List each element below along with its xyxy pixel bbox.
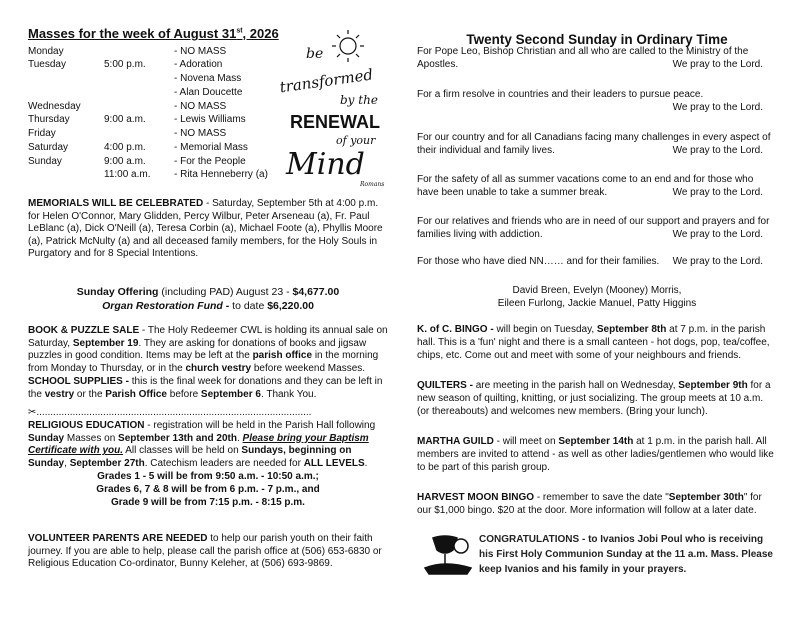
petition-1: For Pope Leo, Bishop Christian and all who are called to the Ministry of the Apostles. We pray to the Lord.	[417, 46, 763, 71]
mass-day: Sunday	[28, 156, 62, 167]
mass-intention: - Lewis Williams	[174, 114, 246, 125]
book-sale-paragraph: BOOK & PUZZLE SALE - The Holy Redeemer CWL is holding its annual sale on Saturday, September 19. They are asking for donations of books and jigsaw puzzles in good condition. Items may be left at the parish office in the morning from Monday to Thursday, or in the church vestry before weekend Masses.	[28, 325, 388, 374]
art-line-mind: Mind	[286, 147, 365, 182]
petition-6: For those who have died NN…… and for their families. We pray to the Lord.	[417, 256, 763, 268]
mass-row	[28, 100, 288, 113]
mass-row	[28, 45, 288, 58]
mass-row	[28, 141, 288, 154]
mass-row	[28, 155, 288, 168]
petition-3: For our country and for all Canadians facing many challenges in every aspect of their individual and family lives. We pray to the Lord.	[417, 132, 771, 157]
mass-day: Monday	[28, 46, 64, 57]
mass-intention: - NO MASS	[174, 128, 227, 139]
martha-guild-paragraph: MARTHA GUILD - will meet on September 14th at 1 p.m. in the parish hall. All members are invited to attend - as well as other ladies/gentlemen who would like to be part of this parish group.	[417, 436, 774, 473]
grade-line-2: Grades 6, 7 & 8 will be from 6 p.m. - 7 p.m., and	[96, 483, 320, 495]
mass-day: Thursday	[28, 114, 70, 125]
offering-block: Sunday Offering (including PAD) August 23 - $4,677.00 Organ Restoration Fund - to date $6,220.00	[76, 286, 340, 312]
grade-line-1: Grades 1 - 5 will be from 9:50 a.m. - 10:50 a.m.;	[97, 471, 319, 483]
mass-intention: - NO MASS	[174, 101, 227, 112]
mass-time: 9:00 a.m.	[104, 156, 146, 167]
congratulations-notice: CONGRATULATIONS - to Ivanios Jobi Poul who is receiving his First Holy Communion Sunday at the 11 a.m. Mass. Please keep Ivanios and his family in your prayers.	[479, 534, 773, 575]
chalice-host-icon	[423, 532, 473, 576]
mass-day: Wednesday	[28, 101, 81, 112]
art-line-of-your: of your	[336, 134, 376, 147]
mass-time: 9:00 a.m.	[104, 114, 146, 125]
mass-intention: - For the People	[174, 156, 246, 167]
quilters-paragraph: QUILTERS - are meeting in the parish hall on Wednesday, September 9th for a new season of quilting, knitting, or just socializing. The group meets at 10 a.m. (or thereabouts) and welcomes new members. (Bring your lunch).	[417, 380, 771, 417]
mass-day: Saturday	[28, 142, 69, 153]
petition-4: For the safety of all as summer vacations come to an end and for those who have been unable to take a summer break. We pray to the Lord.	[417, 174, 763, 199]
art-line-by-the: by the	[340, 93, 378, 107]
art-line-transformed: transformed	[278, 65, 375, 97]
mass-intention: - Alan Doucette	[174, 87, 243, 98]
mass-time: 11:00 a.m.	[104, 169, 151, 180]
art-line-be: be	[306, 46, 324, 62]
transformed-mind-artwork	[276, 28, 396, 188]
mass-intention: - Memorial Mass	[174, 142, 248, 153]
mass-intention: - Adoration	[174, 59, 223, 70]
volunteer-paragraph: VOLUNTEER PARENTS ARE NEEDED to help our parish youth on their faith journey. If you are able to help, please call the parish office at (506) 653-6830 or Religious Education Co-ordinator, Bunny Keleher, at (506) 693-9869.	[28, 533, 382, 570]
memorials-paragraph: MEMORIALS WILL BE CELEBRATED - Saturday, September 5th at 4:00 p.m. for Helen O'Connor, Mary Glidden, Percy Wilbur, Peter Arseneau (a), Fr. Paul LeBlanc (a), Dick O'Neill (a), Teresa Corbin (a), Michael Foote (a), Phyllis Moore (a), Patrick McNulty (a) and all deceased family members, for the Holy Souls in Purgatory and for 8 Special Intentions.	[28, 198, 383, 260]
mass-day: Friday	[28, 128, 56, 139]
mass-row	[28, 113, 288, 126]
sunday-title: Twenty Second Sunday in Ordinary Time	[466, 32, 728, 47]
school-supplies-paragraph: SCHOOL SUPPLIES - this is the final week for donations and they can be left in the vestry or the Parish Office before September 6. Thank You.	[28, 376, 383, 400]
mass-day: Tuesday	[28, 59, 66, 70]
cut-line: ✂...................................................................................................	[28, 407, 312, 418]
harvest-bingo-paragraph: HARVEST MOON BINGO - remember to save the date "September 30th" for our $1,000 bingo. $20 at the door. More information will follow at a later date.	[417, 492, 762, 516]
masses-title: Masses for the week of August 31st, 2026	[28, 26, 279, 41]
grade-line-3: Grade 9 will be from 7:15 p.m. - 8:15 p.m.	[111, 496, 305, 508]
mass-time: 5:00 p.m.	[104, 59, 146, 70]
mass-row	[28, 127, 288, 140]
mass-intention: - Rita Henneberry (a)	[174, 169, 268, 180]
deceased-names: David Breen, Evelyn (Mooney) Morris, Eileen Furlong, Jackie Manuel, Patty Higgins	[497, 285, 697, 309]
religious-ed-paragraph: RELIGIOUS EDUCATION - registration will be held in the Parish Hall following Sunday Masses on September 13th and 20th. Please bring your Baptism Certificate with you. All classes will be held on Sundays, beginning on Sunday, September 27th. Catechism leaders are needed for ALL LEVELS. Grades 1 - 5 will be from 9:50 a.m. - 10:50 a.m.; Grades 6, 7 & 8 will be from 6 p.m. - 7 p.m., and Grade 9 will be from 7:15 p.m. - 8:15 p.m.	[28, 420, 388, 509]
mass-time: 4:00 p.m.	[104, 142, 146, 153]
petition-2: For a firm resolve in countries and their leaders to pursue peace. We pray to the Lord.	[417, 89, 763, 114]
art-reference: Romans	[360, 181, 385, 188]
mass-row	[28, 86, 288, 99]
koc-bingo-paragraph: K. of C. BINGO - will begin on Tuesday, September 8th at 7 p.m. in the parish hall. This is a 'fun' night and there is a small canteen - hot dogs, pop, tea/coffee, chips, etc. Come out and meet with some of your neighbours and friends.	[417, 324, 770, 361]
mass-row	[28, 168, 288, 181]
mass-row	[28, 58, 288, 71]
mass-intention: - Novena Mass	[174, 73, 242, 84]
mass-intention: - NO MASS	[174, 46, 227, 57]
mass-row	[28, 72, 288, 85]
art-line-renewal: RENEWAL	[290, 112, 380, 132]
petition-5: For our relatives and friends who are in need of our support and prayers and for families living with addiction. We pray to the Lord.	[417, 216, 770, 241]
